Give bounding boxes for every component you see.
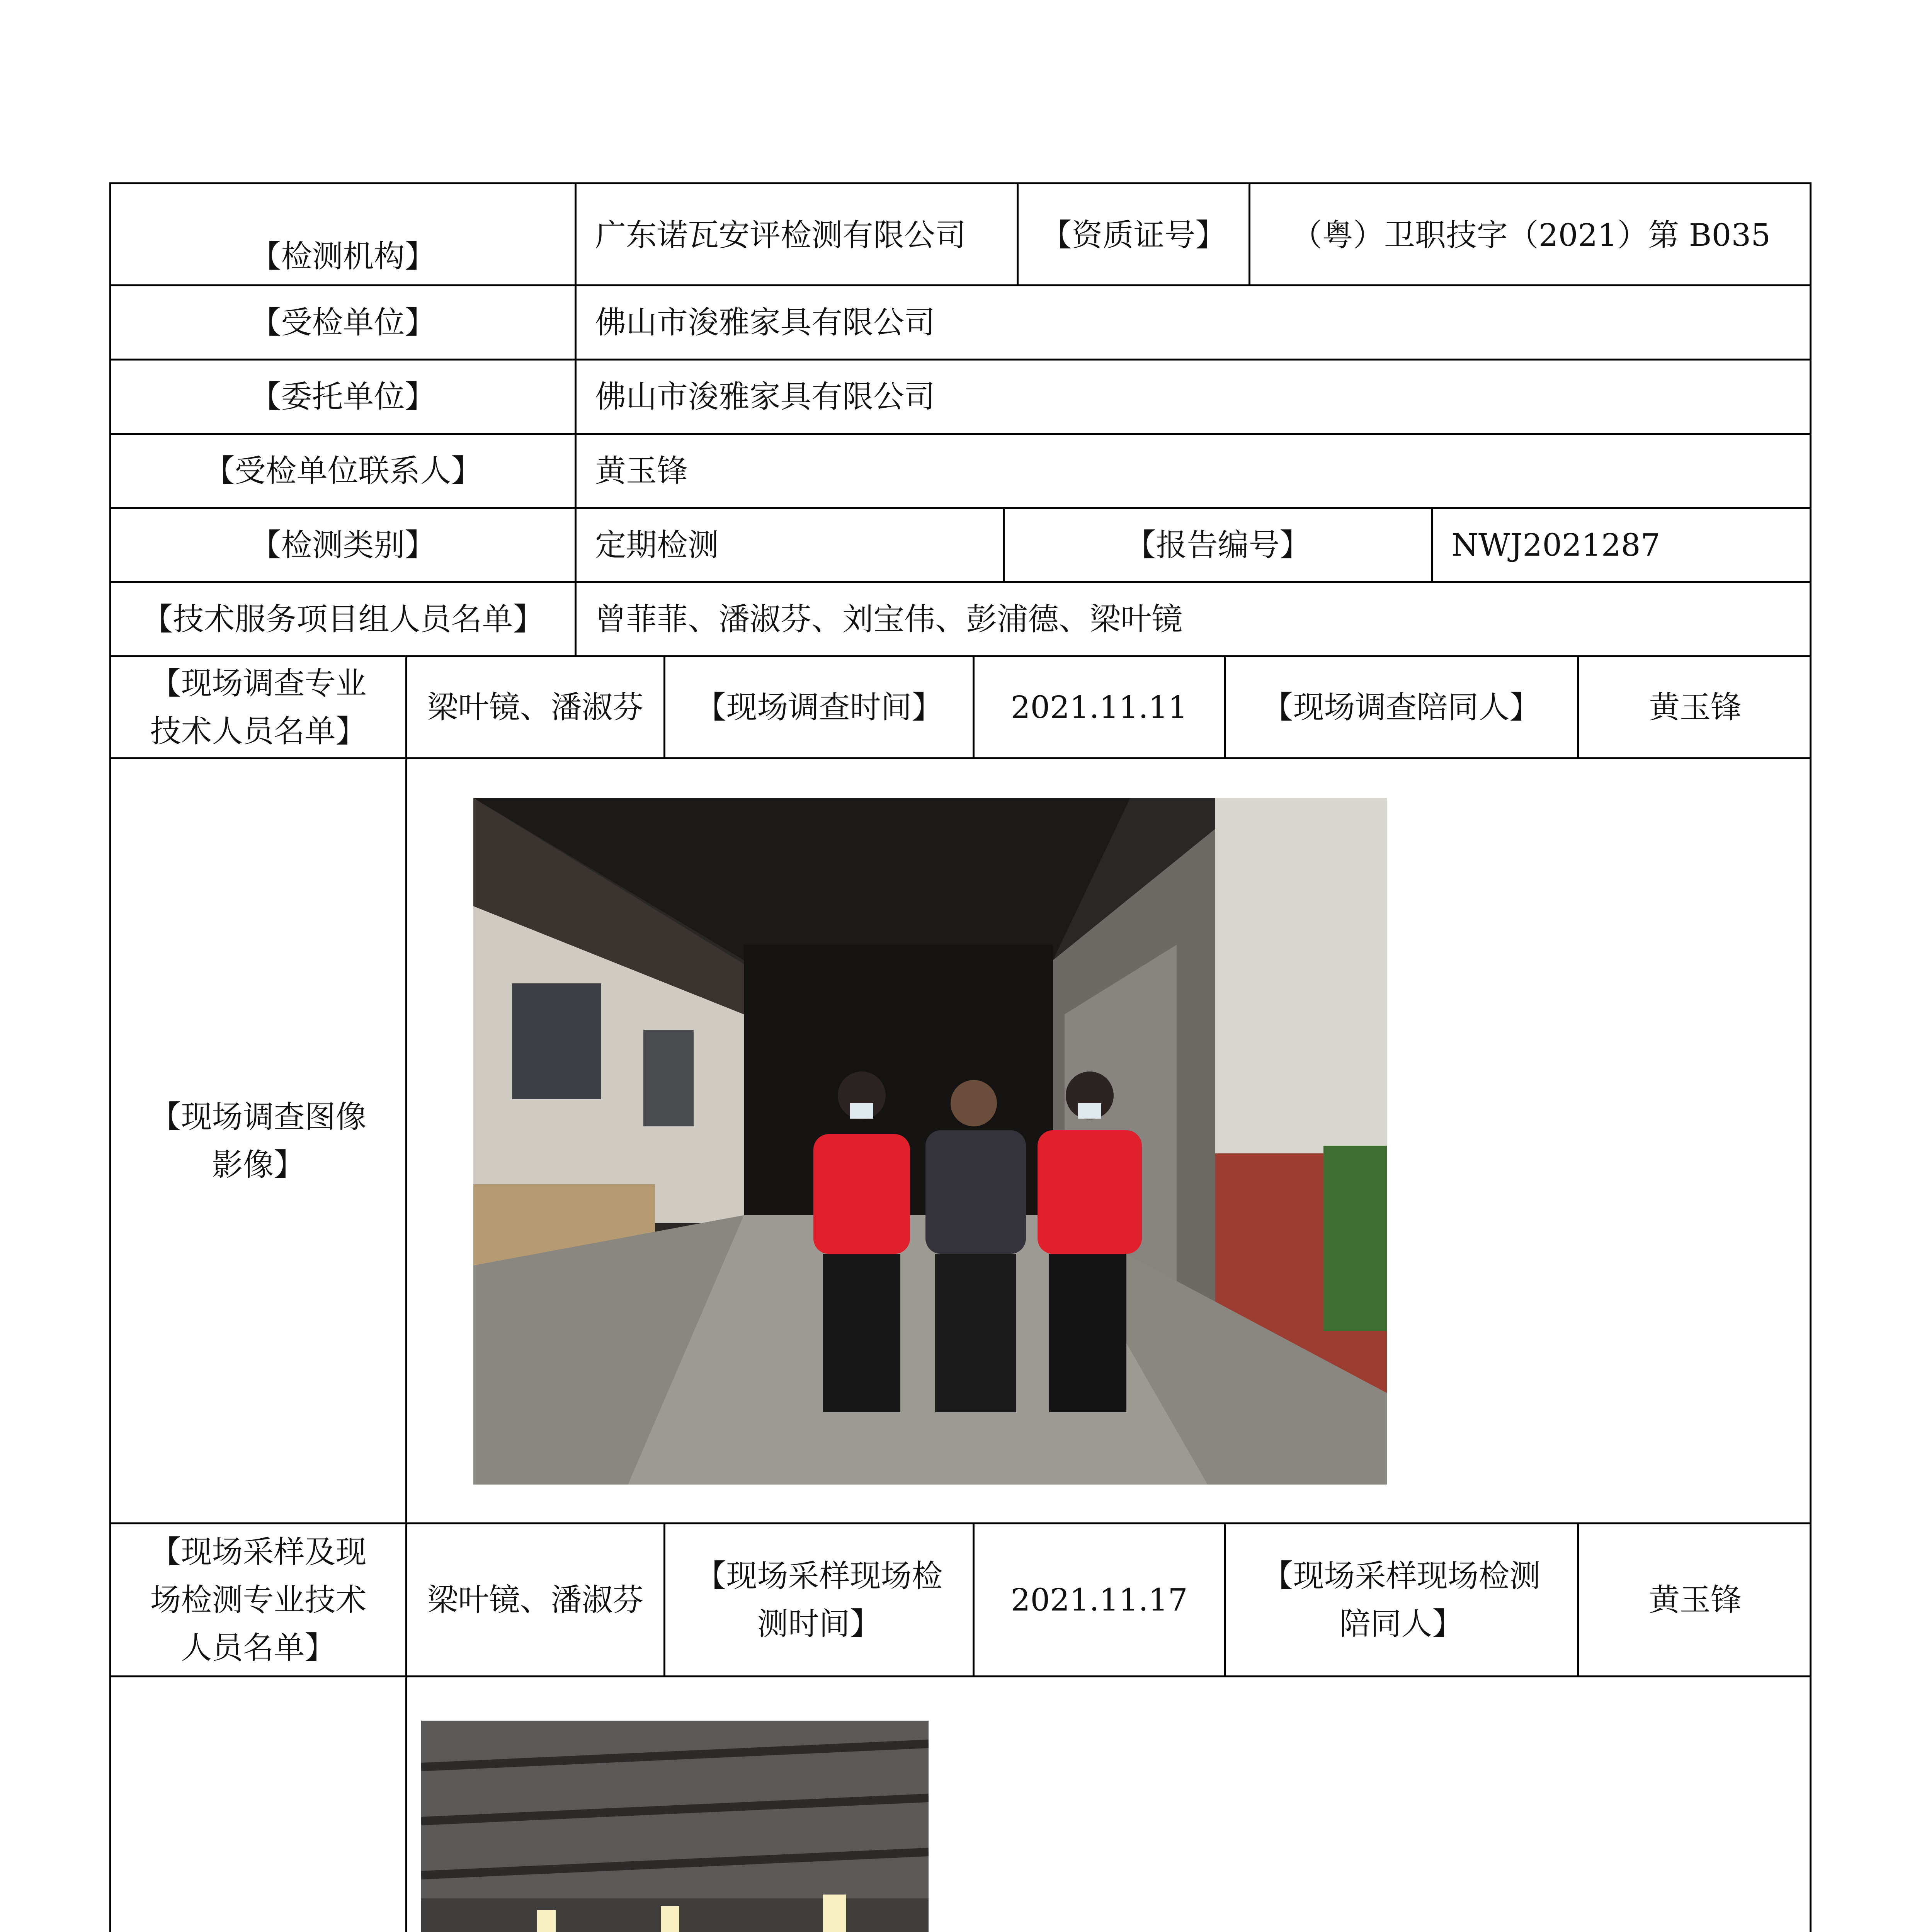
cert-value-text: （粤）卫职技字（2021）第 B035 xyxy=(1291,217,1771,253)
survey-staff-label-text: 【现场调查专业 技术人员名单】 xyxy=(150,665,367,749)
survey-image-label xyxy=(111,759,407,1524)
sampling-photo-illustration xyxy=(421,1721,929,1932)
team-label xyxy=(111,583,577,657)
inspected-value xyxy=(577,286,1812,361)
cert-label-text: 【资质证号】 xyxy=(1041,217,1226,253)
sampling-time-value xyxy=(975,1524,1226,1677)
agency-value-text: 广东诺瓦安评检测有限公司 xyxy=(595,217,966,253)
sampling-staff-label-text: 【现场采样及现 场检测专业技术 人员名单】 xyxy=(150,1534,367,1666)
survey-staff-value-text: 梁叶镜、潘淑芬 xyxy=(427,689,644,725)
inspected-label xyxy=(111,286,577,361)
client-label-text: 【委托单位】 xyxy=(250,378,436,415)
contact-value-text: 黄玉锋 xyxy=(595,452,688,489)
survey-escort-value xyxy=(1579,657,1812,759)
inspected-label-text: 【受检单位】 xyxy=(250,304,436,340)
survey-escort-label-text: 【现场调查陪同人】 xyxy=(1262,689,1541,725)
survey-image-label-text: 【现场调查图像 影像】 xyxy=(150,1099,367,1183)
survey-time-value-text: 2021.11.11 xyxy=(1010,689,1188,725)
survey-escort-label xyxy=(1226,657,1579,759)
client-label xyxy=(111,361,577,435)
report-value xyxy=(1433,509,1812,583)
sampling-escort-value xyxy=(1579,1524,1812,1677)
cert-value xyxy=(1250,184,1812,286)
report-value-text: NWJ2021287 xyxy=(1451,527,1660,563)
category-label-text: 【检测类别】 xyxy=(250,527,436,563)
category-value xyxy=(577,509,1005,583)
agency-label xyxy=(111,184,577,286)
contact-label xyxy=(111,435,577,509)
contact-label-text: 【受检单位联系人】 xyxy=(204,452,482,489)
sampling-image-label xyxy=(111,1677,407,1932)
sampling-time-label-text: 【现场采样现场检 测时间】 xyxy=(695,1558,943,1642)
category-label xyxy=(111,509,577,583)
survey-time-label-text: 【现场调查时间】 xyxy=(695,689,943,725)
contact-value xyxy=(577,435,1812,509)
team-label-text: 【技术服务项目组人员名单】 xyxy=(142,601,544,637)
sampling-escort-label-text: 【现场采样现场检测 陪同人】 xyxy=(1262,1558,1541,1642)
sampling-escort-label xyxy=(1226,1524,1579,1677)
category-value-text: 定期检测 xyxy=(595,527,719,563)
survey-staff-label xyxy=(111,657,407,759)
report-label xyxy=(1005,509,1433,583)
sampling-staff-label xyxy=(111,1524,407,1677)
sampling-time-value-text: 2021.11.17 xyxy=(1010,1582,1188,1618)
sampling-escort-value-text: 黄玉锋 xyxy=(1649,1582,1742,1618)
cert-label xyxy=(1019,184,1250,286)
survey-time-value xyxy=(975,657,1226,759)
report-label-text: 【报告编号】 xyxy=(1125,527,1311,563)
survey-photo xyxy=(473,798,1387,1485)
team-value xyxy=(577,583,1812,657)
sampling-time-label xyxy=(665,1524,975,1677)
client-value-text: 佛山市浚雅家具有限公司 xyxy=(595,378,935,415)
client-value xyxy=(577,361,1812,435)
survey-escort-value-text: 黄玉锋 xyxy=(1649,689,1742,725)
sampling-staff-value xyxy=(407,1524,665,1677)
agency-label-text: 【检测机构】 xyxy=(250,238,436,274)
inspected-value-text: 佛山市浚雅家具有限公司 xyxy=(595,304,935,340)
sampling-photo xyxy=(421,1721,929,1932)
sampling-staff-value-text: 梁叶镜、潘淑芬 xyxy=(427,1582,644,1618)
team-value-text: 曾菲菲、潘淑芬、刘宝伟、彭浦德、梁叶镜 xyxy=(595,601,1182,637)
survey-time-label xyxy=(665,657,975,759)
survey-staff-value xyxy=(407,657,665,759)
agency-value xyxy=(577,184,1019,286)
survey-photo-illustration xyxy=(473,798,1387,1485)
